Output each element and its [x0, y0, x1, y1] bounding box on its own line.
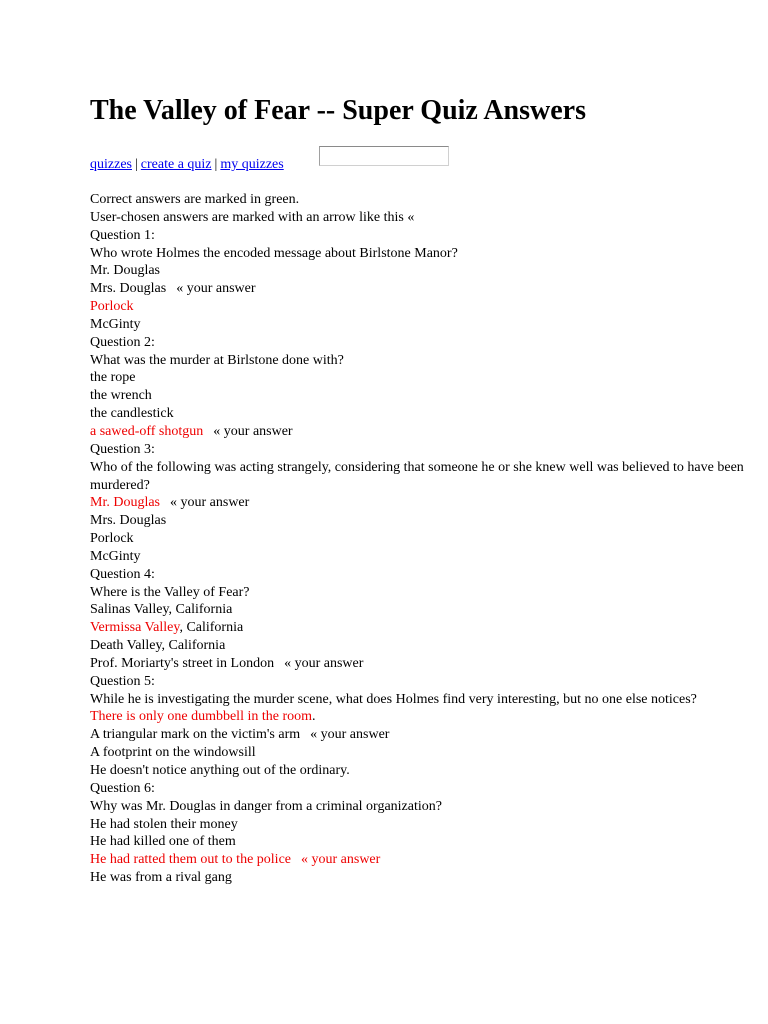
question-label: Question 3:	[90, 441, 155, 457]
question-text: What was the murder at Birlstone done with?	[90, 352, 344, 368]
answer-option	[90, 708, 750, 726]
nav-separator: |	[134, 157, 138, 172]
answer-option	[90, 655, 750, 673]
your-answer-marker: « your answer	[301, 852, 381, 868]
nav-link-quizzes[interactable]: quizzes	[90, 157, 132, 172]
answer-option	[90, 280, 750, 298]
answer-option-text: A triangular mark on the victim's arm	[90, 727, 301, 743]
question-text: Who wrote Holmes the encoded message about Birlstone Manor?	[90, 245, 458, 261]
answer-option-text: He had ratted them out to the police	[90, 852, 291, 868]
nav-bar	[90, 156, 284, 174]
quiz-answers	[90, 191, 750, 887]
question-label: Question 4:	[90, 566, 155, 582]
question-label: Question 6:	[90, 780, 155, 796]
question-text: While he is investigating the murder scene, what does Holmes find very interesting, but no one else notices?	[90, 691, 697, 707]
answer-option: Porlock	[90, 531, 134, 547]
answer-option-suffix: .	[312, 709, 316, 725]
page-title: The Valley of Fear -- Super Quiz Answers	[90, 95, 586, 126]
answer-option: He had stolen their money	[90, 816, 238, 832]
your-answer-marker: « your answer	[213, 423, 293, 439]
answer-option: McGinty	[90, 548, 141, 564]
answer-option-text: Prof. Moriarty's street in London	[90, 655, 275, 671]
question-label: Question 5:	[90, 673, 155, 689]
your-answer-marker: « your answer	[170, 495, 250, 511]
answer-option-suffix: , California	[179, 620, 244, 636]
question-text: Why was Mr. Douglas in danger from a criminal organization?	[90, 798, 442, 814]
answer-option: Mr. Douglas	[90, 263, 160, 279]
answer-option: He doesn't notice anything out of the ordinary.	[90, 763, 350, 778]
answer-option: He was from a rival gang	[90, 870, 232, 886]
answer-option: the candlestick	[90, 406, 174, 422]
search-input[interactable]	[319, 146, 449, 166]
answer-option	[90, 726, 750, 744]
your-answer-marker: « your answer	[310, 727, 390, 743]
answer-option	[90, 494, 750, 512]
answer-option: A footprint on the windowsill	[90, 745, 256, 761]
correct-answer-option: Vermissa Valley	[90, 620, 180, 636]
intro-line: Correct answers are marked in green.	[90, 192, 300, 207]
answer-option	[90, 619, 750, 637]
question-label: Question 1:	[90, 227, 155, 243]
your-answer-marker: « your answer	[176, 281, 256, 297]
correct-answer-option: a sawed-off shotgun	[90, 423, 204, 439]
answer-option: He had killed one of them	[90, 834, 236, 850]
question-label: Question 2:	[90, 334, 155, 350]
correct-answer-option: There is only one dumbbell in the room	[90, 709, 313, 725]
answer-option	[90, 423, 750, 441]
answer-option: Salinas Valley, California	[90, 602, 233, 618]
answer-option: McGinty	[90, 316, 141, 332]
nav-link-create-quiz[interactable]: create a quiz	[140, 157, 212, 172]
question-text: Who of the following was acting strangely, considering that someone he or she knew well was believed to have been murdered?	[90, 459, 744, 493]
correct-answer-option: Porlock	[90, 299, 134, 315]
answer-option: Mrs. Douglas	[90, 513, 167, 529]
answer-option: the wrench	[90, 388, 152, 404]
answer-option: Death Valley, California	[90, 638, 226, 654]
nav-separator: |	[214, 157, 218, 172]
correct-answer-option: Mr. Douglas	[90, 495, 160, 511]
correct-answer-option	[90, 851, 750, 869]
question-text: Where is the Valley of Fear?	[90, 584, 250, 600]
nav-link-my-quizzes[interactable]: my quizzes	[220, 157, 284, 172]
your-answer-marker: « your answer	[284, 655, 364, 671]
answer-option: the rope	[90, 370, 136, 386]
answer-option-text: Mrs. Douglas	[90, 281, 167, 297]
intro-line: User-chosen answers are marked with an arrow like this «	[90, 209, 415, 225]
